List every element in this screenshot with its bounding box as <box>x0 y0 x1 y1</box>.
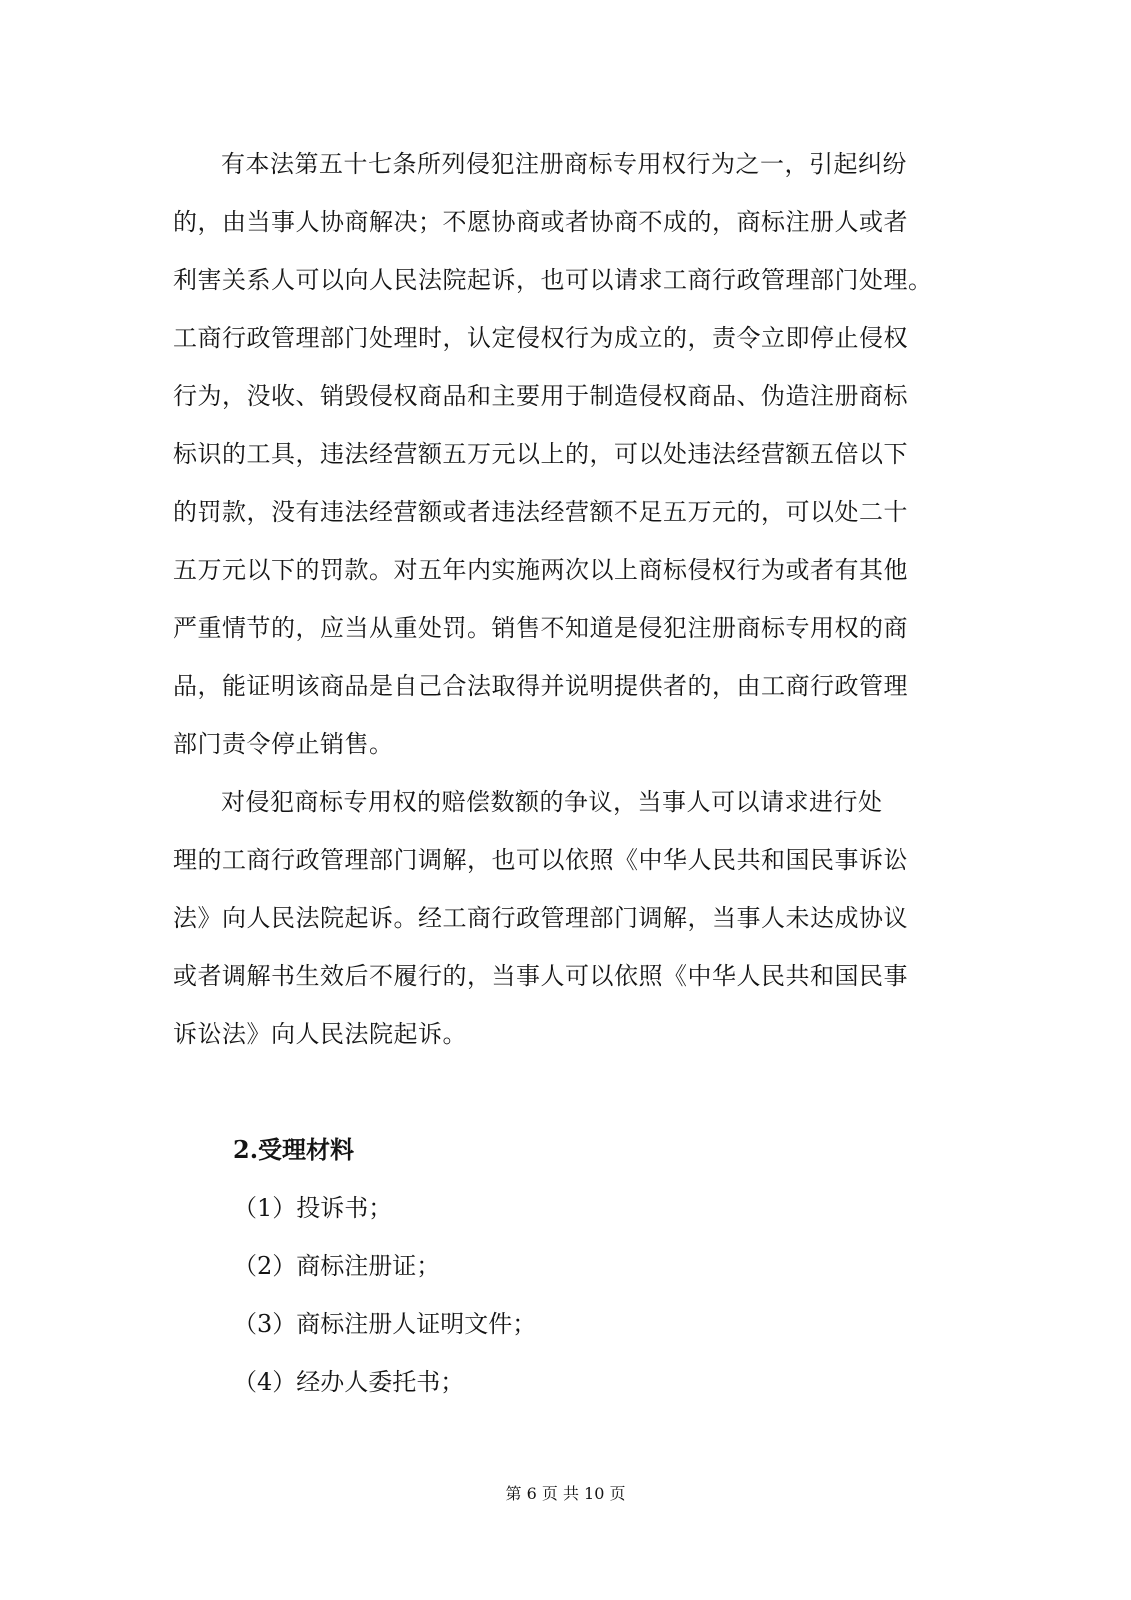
list-item: （1）投诉书； <box>233 1194 393 1222</box>
paragraph-line: 标识的工具，违法经营额五万元以上的，可以处违法经营额五倍以下 <box>173 440 908 468</box>
paragraph-line: 的，由当事人协商解决；不愿协商或者协商不成的，商标注册人或者 <box>173 208 908 236</box>
list-item: （2）商标注册证； <box>233 1252 441 1280</box>
paragraph-line: 利害关系人可以向人民法院起诉，也可以请求工商行政管理部门处理。 <box>173 266 933 294</box>
paragraph-line: 诉讼法》向人民法院起诉。 <box>173 1020 467 1048</box>
paragraph-line: 工商行政管理部门处理时，认定侵权行为成立的，责令立即停止侵权 <box>173 324 908 352</box>
paragraph-line: 对侵犯商标专用权的赔偿数额的争议，当事人可以请求进行处 <box>221 788 883 816</box>
paragraph-line: 行为，没收、销毁侵权商品和主要用于制造侵权商品、伪造注册商标 <box>173 382 908 410</box>
paragraph-line: 或者调解书生效后不履行的，当事人可以依照《中华人民共和国民事 <box>173 962 908 990</box>
list-item: （4）经办人委托书； <box>233 1368 465 1396</box>
paragraph-line: 五万元以下的罚款。对五年内实施两次以上商标侵权行为或者有其他 <box>173 556 908 584</box>
list-item: （3）商标注册人证明文件； <box>233 1310 537 1338</box>
paragraph-line: 部门责令停止销售。 <box>173 730 394 758</box>
paragraph-line: 的罚款，没有违法经营额或者违法经营额不足五万元的，可以处二十 <box>173 498 908 526</box>
paragraph-line: 法》向人民法院起诉。经工商行政管理部门调解，当事人未达成协议 <box>173 904 908 932</box>
paragraph-line: 有本法第五十七条所列侵犯注册商标专用权行为之一，引起纠纷 <box>221 150 907 178</box>
paragraph-line: 严重情节的，应当从重处罚。销售不知道是侵犯注册商标专用权的商 <box>173 614 908 642</box>
page-number: 第 6 页 共 10 页 <box>505 1484 626 1503</box>
paragraph-line: 理的工商行政管理部门调解，也可以依照《中华人民共和国民事诉讼 <box>173 846 908 874</box>
paragraph-line: 品，能证明该商品是自己合法取得并说明提供者的，由工商行政管理 <box>173 672 908 700</box>
section-heading: 2.受理材料 <box>233 1135 355 1164</box>
